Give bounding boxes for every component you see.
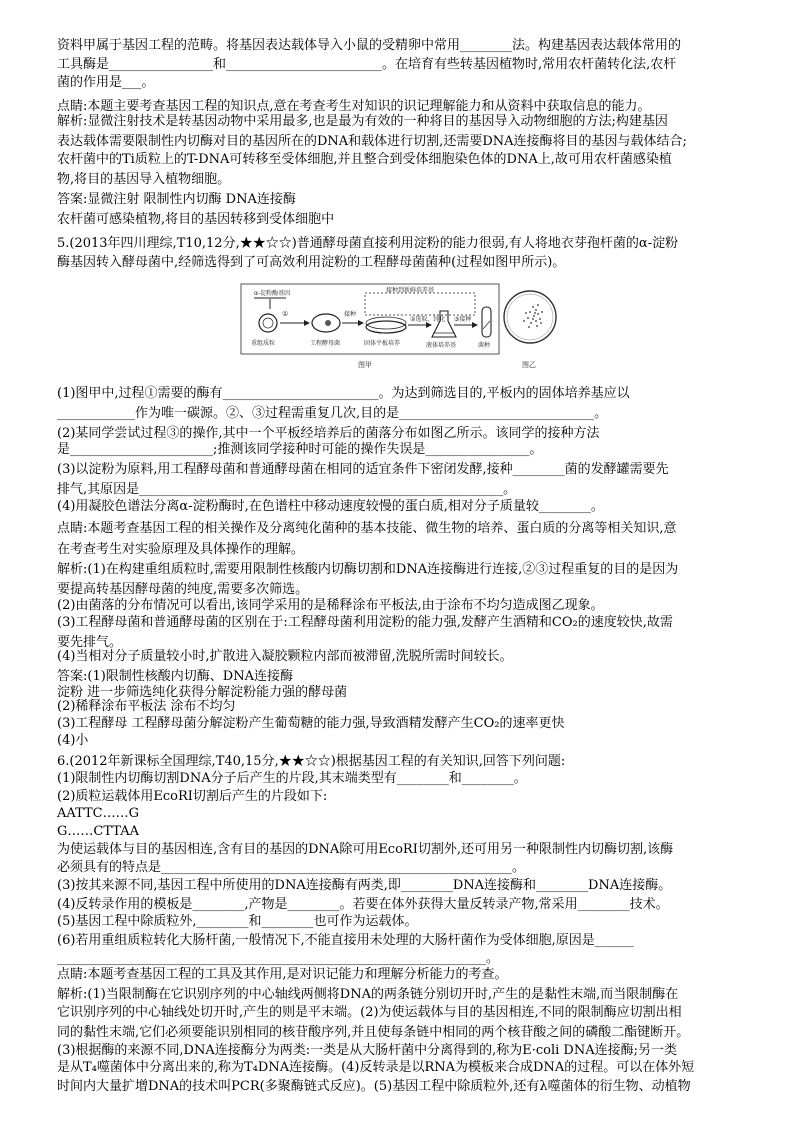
text-line: (4)当相对分子质量较小时,扩散进入凝胶颗粒内部而被滞留,洗脱所需时间较长。 — [57, 649, 513, 664]
text-line: 时间内大量扩增DNA的技术叫PCR(多聚酶链式反应)。(5)基因工程中除质粒外,还有λ噬菌体的衍生物、动植物 — [57, 1079, 691, 1094]
text-line: (1)图甲中,过程①需要的酶有________________________。为达到筛选目的,平板内的固体培养基应以 — [57, 386, 630, 401]
text-line: AATTC……G — [57, 806, 139, 821]
text-line: (2)质粒运载体用EcoRⅠ切割后产生的片段如下: — [57, 789, 328, 804]
text-line: 必须具有的特点是______________________________________________________。 — [57, 860, 526, 875]
text-line: 物,将目的基因导入植物细胞。 — [57, 172, 231, 187]
text-line: 在考查考生对实验原理及具体操作的理解。 — [57, 542, 305, 557]
figure-process — [240, 283, 500, 373]
text-line: 同的黏性末端,它们必须要能识别相同的核苷酸序列,并且使每条链中相同的两个核苷酸之间的磷酸二酯键断开。 — [57, 1025, 690, 1040]
svg-text:③接种: ③接种 — [454, 316, 472, 323]
svg-text:①: ① — [282, 310, 289, 318]
text-line: (3)按其来源不同,基因工程中所使用的DNA连接酶有两类,即________DNA连接酶和________DNA连接酶。 — [57, 878, 672, 893]
text-line: (1)限制性内切酶切割DNA分子后产生的片段,其末端类型有________和________。 — [57, 771, 527, 786]
text-line: G……CTTAA — [57, 824, 139, 839]
text-line: 解析:(1)在构建重组质粒时,需要用限制性核酸内切酶切割和DNA连接酶进行连接,②③过程重复的目的是因为 — [57, 562, 679, 577]
text-line: 点睛:本题考查基因工程的工具及其作用,是对识记能力和理解分析能力的考查。 — [57, 967, 508, 982]
figure-box-label: 接种到新鲜培养基 — [386, 287, 435, 294]
text-line: 解析:(1)当限制酶在它识别序列的中心轴线两侧将DNA的两条链分别切开时,产生的是黏性末端,而当限制酶在 — [57, 987, 679, 1002]
text-line: 6.(2012年新课标全国理综,T40,15分,★★☆☆)根据基因工程的有关知识,回答下列问题: — [57, 754, 566, 769]
text-line: (3)工程酵母 工程酵母菌分解淀粉产生葡萄糖的能力强,导致酒精发酵产生CO₂的速率更快 — [57, 716, 565, 731]
text-line: 它识别序列的中心轴线处切开时,产生的则是平末端。(2)为使运载体与目的基因相连,不同的限制酶应切割出相 — [57, 1005, 682, 1020]
text-line: (6)若用重组质粒转化大肠杆菌,一般情况下,不能直接用未处理的大肠杆菌作为受体细胞,原因是______ — [57, 933, 634, 948]
text-line: 答案:(1)限制性核酸内切酶、DNA连接酶 — [57, 669, 293, 684]
text-line: (4)小 — [57, 733, 89, 748]
text-line: (2)稀释涂布平板法 涂布不均匀 — [57, 699, 236, 714]
text-line: 为使运载体与目的基因相连,含有目的基因的DNA除可用EcoRⅠ切割外,还可用另一种限制性内切酶切割,该酶 — [57, 842, 674, 857]
figure-slant-label: 菌种 — [478, 342, 491, 349]
text-line: (3)工程酵母菌和普通酵母菌的区别在于:工程酵母菌利用淀粉的能力强,发酵产生酒精和CO₂的速度较快,故需 — [57, 615, 673, 630]
figure-a-caption: 图甲 — [358, 361, 372, 369]
figure-plate-label: 固体平板培养 — [364, 340, 401, 347]
svg-text:接种: 接种 — [344, 311, 357, 318]
text-line: (3)以淀粉为原料,用工程酵母菌和普通酵母菌在相同的适宜条件下密闭发酵,接种________菌的发酵罐需要先 — [57, 462, 669, 477]
figure-recombinant-plasmid: 重组质粒 — [251, 340, 276, 347]
text-line: 要先排气。 — [57, 635, 123, 650]
text-line: 菌的作用是___。 — [57, 75, 155, 90]
text-line: 农杆菌可感染植物,将目的基因转移到受体细胞中 — [57, 212, 335, 227]
text-line: (2)由菌落的分布情况可以看出,该同学采用的是稀释涂布平板法,由于涂布不均匀造成图乙现象。 — [57, 598, 604, 613]
text-line: (3)根据酶的来源不同,DNA连接酶分为两类:一类是从大肠杆菌中分离得到的,称为E·coli DNA连接酶;另一类 — [57, 1043, 677, 1058]
figure-plate-colonies — [500, 283, 560, 373]
text-line: (4)反转录作用的模板是________,产物是________。若要在体外获得大量反转录产物,常采用________技术。 — [57, 897, 669, 912]
figure-engineered-yeast: 工程酵母菌 — [310, 340, 341, 347]
text-line: 是从T₄噬菌体中分离出来的,称为T₄DNA连接酶。(4)反转录是以RNA为模板来合成DNA的过程。可以在体外短 — [57, 1060, 695, 1075]
text-line: 资料甲属于基因工程的范畴。将基因表达载体导入小鼠的受精卵中常用________法。构建基因表达载体常用的 — [57, 38, 682, 53]
text-line: 点睛:本题考查基因工程的相关操作及分离纯化菌种的基本技能、微生物的培养、蛋白质的分离等相关知识,意 — [57, 521, 677, 536]
text-line: 是______________________;推测该同学接种时可能的操作失误是________________。 — [57, 442, 543, 457]
text-line: 工具酶是________________和________________________。在培育有些转基因植物时,常用农杆菌转化法,农杆 — [57, 57, 677, 72]
text-line: 解析:显微注射技术是转基因动物中采用最多,也是最为有效的一种将目的基因导入动物细胞的方法;构建基因 — [57, 114, 668, 129]
text-line: 要提高转基因酵母菌的纯度,需要多次筛选。 — [57, 582, 309, 597]
figure-b-caption: 图乙 — [522, 361, 536, 369]
figure-alpha-gene-label: α-淀粉酶基因 — [254, 290, 291, 297]
text-line: 排气,其原因是________________________________________________________。 — [57, 482, 517, 497]
text-line: 表达载体需要限制性内切酶对目的基因所在的DNA和载体进行切割,还需要DNA连接酶将目的基因与载体结合; — [57, 134, 687, 149]
text-line: 答案:显微注射 限制性内切酶 DNA连接酶 — [57, 192, 296, 207]
text-line: 5.(2013年四川理综,T10,12分,★★☆☆)普通酵母菌直接利用淀粉的能力很弱,有人将地衣芽孢杆菌的α-淀粉 — [57, 236, 679, 251]
svg-text:②选取、纯化: ②选取、纯化 — [410, 316, 446, 323]
text-line: 点睛:本题主要考查基因工程的知识点,意在考查考生对知识的识记理解能力和从资料中获取信息的能力。 — [57, 99, 651, 114]
text-line: (2)某同学尝试过程③的操作,其中一个平板经培养后的菌落分布如图乙所示。该同学的接种方法 — [57, 426, 600, 441]
text-line: 淀粉 进一步筛选纯化获得分解淀粉能力强的酵母菌 — [57, 685, 348, 700]
text-line: ____________作为唯一碳源。②、③过程需重复几次,目的是______________________________。 — [57, 406, 608, 421]
text-line: 酶基因转入酵母菌中,经筛选得到了可高效利用淀粉的工程酵母菌菌种(过程如图甲所示)。 — [57, 255, 566, 270]
text-line: __________________________________________________________________。 — [57, 951, 499, 966]
text-line: 农杆菌中的Ti质粒上的T-DNA可转移至受体细胞,并且整合到受体细胞染色体的DNA上,故可用农杆菌感染植 — [57, 152, 672, 167]
figure-liquid-culture: 液体培养基 — [426, 342, 457, 349]
text-line: (5)基因工程中除质粒外,________和________也可作为运载体。 — [57, 914, 418, 929]
text-line: (4)用凝胶色谱法分离α-淀粉酶时,在色谱柱中移动速度较慢的蛋白质,相对分子质量较________。 — [57, 499, 604, 514]
